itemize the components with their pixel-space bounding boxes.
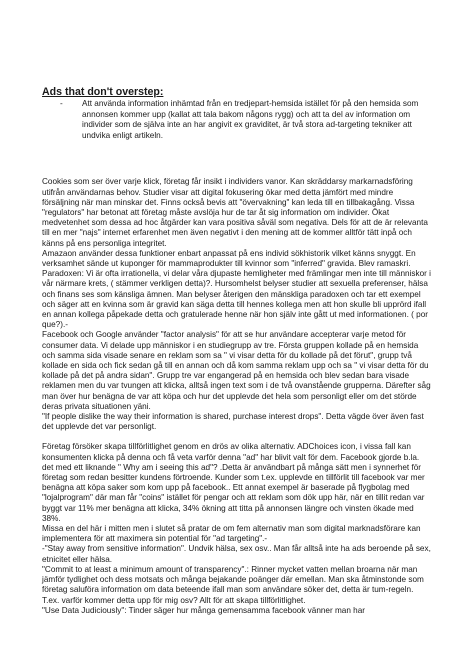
paragraph: Amazaon använder dessa funktioner enbart anpassat på ens individ sökhistorik vilket känns snyggt. En verksamhet sände ut kuponger för mammaprodukter till kvinnor som "inferred" gravida. Blev ramaskri. xyxy=(42,248,416,268)
paragraph: Paradoxen: Vi är ofta irrationella, vi delar våra djupaste hemligheter med främlingar men inte till människor i vår närmare krets, ( stämmer verkligen detta)?. Hursomhelst belyser studier att sexuella preferenser, hälsa och finans ses som känsliga ämnen. Man belyser återigen den mänskliga paradoxen och tar ett exempel och säger att en kvinna som är gravid kan säga detta till hennes kollega men att hon skulle bli upprörd ifall en annan kollega påpekade detta och gratulerade henne när hon själv inte gått ut med informationen. ( por que?).- xyxy=(42,269,431,330)
paragraph: Missa en del här i mitten men i slutet så pratar de om fem alternativ man som digital marknadsförare kan implementera för att maximera sin potential för "ad targeting".- xyxy=(42,524,421,544)
body-text xyxy=(42,177,432,616)
bullet-marker: - xyxy=(60,99,63,108)
bullet-item xyxy=(42,99,432,141)
paragraph: Facebook och Google använder "factor analysis" för att se hur användare accepterar varje metod för consumer data. Vi delade upp människor i en studiegrupp av tre. Första gruppen kollade på en hemsida och samma sida visade senare en reklam som sa " vi visar detta för du kollade på det förut", grupp två kollade en sida och fick sedan gå till en annan och då kom samma reklam upp och sa " vi visar detta för du kollade på det på andra sidan". Grupp tre var engangerad på en hemsida och blev sedan bara visade reklamen men du var tvungen att klicka, alltså ingen text som i de två ovanstående grupperna. Därefter såg man över hur benägna de var att köpa och hur det upplevde det hela som personligt eller om det störde deras privata situationen yäni. xyxy=(42,330,431,411)
paragraph-spacer xyxy=(42,432,432,442)
paragraph: -"Stay away from sensitive information". Undvik hälsa, sex osv.. Man får alltså inte ha ads beroende på sex, etnicitet eller hälsa. xyxy=(42,544,431,564)
paragraph: "Use Data Judiciously": Tinder säger hur många gemensamma facebook vänner man har xyxy=(42,605,366,615)
paragraph: "If people dislike the way their information is shared, purchase interest drops". Detta vägde över även fast det upplevde det var personligt. xyxy=(42,412,424,432)
paragraph: "Commit to at least a minimum amount of transparency".: Rinner mycket vatten mellan broarna när man jämför tydlighet och dess motsats och många bejakande poänger där emellan. Man ska åtminstonde som företag saluföra information om data beteende ifall man som användare söker det, detta är tum-regeln. T.ex. varför kommer detta upp för mig osv? Allt för att skapa tillförlitlighet. xyxy=(42,564,424,605)
bullet-text: Att använda information inhämtad från en tredjepart-hemsida istället för på den hemsida som annonsen kommer upp (kallat att tala bakom någons rygg) och att ta del av information om individer som de själva inte an har angivit ex graviditet, är två stora ad-targeting tekniker att undvika enligt artikeln. xyxy=(82,99,419,140)
paragraph: Företag försöker skapa tillförlitlighet genom en drös av olika alternativ. ADChoices icon, i vissa fall kan konsumenten klicka på denna och få veta varför denna "ad" har blivit valt för dem. Facebook gjorde b.la. det med ett liknande " Why am i seeing this ad"? .Detta är användbart på många sätt men i synnerhet för företag som redan besitter kundens förtroende. Kunder som t.ex. upplevde en tillförlit till facebook var mer benägna att köpa saker som kom upp på facebook.. Ett annat exempel är baserade på flygbolag med "lojalprogram" där man får "coins" istället för pengar och att reklam som dök upp här, när en tillit redan var byggt var 11% mer benägna att klicka, 34% ökning att titta på annonsen längre och vinsten ökade med 38%. xyxy=(42,442,425,523)
paragraph: Cookies som ser över varje klick, företag får insikt i individers vanor. Kan skräddarsy markarnadsföring utifrån användarnas behov. Studier visar att digital fokusering ökar med detta jämfört med mindre försäljning när man minskar det. Finns också bevis att "övervakning" kan leda till en tillbakagång. Vissa "regulators" har betonat att företag måste avslöja hur de tar åt sig information om individer. Ökat medvetenhet som dessa ad hoc åtgärder kan vara positiva såväl som negativa. Dels för att de är relevanta till en mer "najs" internet erfarenhet men även negativt i den mening att de kommer alltför tätt inpå och känns på ens personliga integritet. xyxy=(42,177,428,248)
section-heading: Ads that don't overstep: xyxy=(42,86,164,98)
